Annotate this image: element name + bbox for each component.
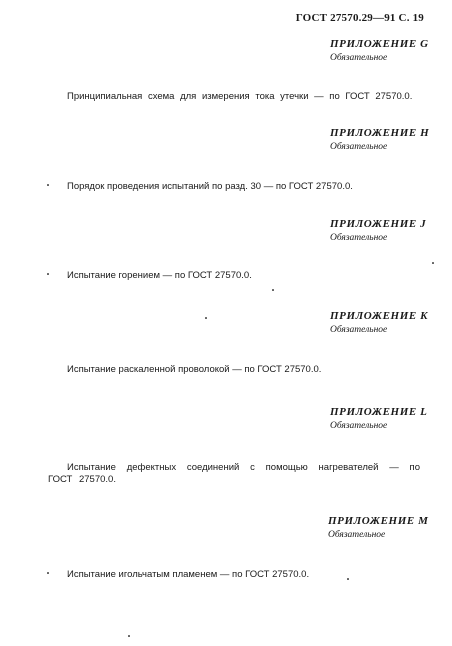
appendix-l-subtitle: Обязательное (330, 421, 388, 431)
appendix-k-title: ПРИЛОЖЕНИЕ K (330, 310, 429, 322)
scan-speck (432, 262, 434, 264)
appendix-g-title: ПРИЛОЖЕНИЕ G (330, 38, 429, 50)
appendix-g-text: Принципиальная схема для измерения тока утечки — по ГОСТ 27570.0. (67, 91, 413, 102)
page-header: ГОСТ 27570.29—91 С. 19 (295, 12, 424, 24)
appendix-k-text: Испытание раскаленной проволокой — по ГОСТ 27570.0. (67, 364, 322, 375)
appendix-h-subtitle: Обязательное (330, 142, 388, 152)
scan-speck (47, 273, 49, 275)
appendix-h-title: ПРИЛОЖЕНИЕ H (330, 127, 430, 139)
appendix-j-title: ПРИЛОЖЕНИЕ J (330, 218, 427, 230)
scan-speck (47, 572, 49, 574)
scan-speck (128, 635, 130, 637)
appendix-m-text: Испытание игольчатым пламенем — по ГОСТ 27570.0. (67, 569, 310, 580)
appendix-g-subtitle: Обязательное (330, 53, 388, 63)
scan-speck (272, 289, 274, 291)
appendix-m-title: ПРИЛОЖЕНИЕ M (328, 515, 429, 527)
appendix-m-subtitle: Обязательное (328, 530, 386, 540)
scan-speck (347, 578, 349, 580)
appendix-j-subtitle: Обязательное (330, 233, 388, 243)
scan-speck (205, 317, 207, 319)
appendix-l-text: Испытание дефектных соединений с помощью нагревателей — по ГОСТ 27570.0. (48, 462, 420, 485)
appendix-k-subtitle: Обязательное (330, 325, 388, 335)
appendix-j-text: Испытание горением — по ГОСТ 27570.0. (67, 270, 252, 281)
appendix-l-title: ПРИЛОЖЕНИЕ L (330, 406, 428, 418)
appendix-h-text: Порядок проведения испытаний по разд. 30 — по ГОСТ 27570.0. (67, 181, 353, 192)
scan-speck (47, 184, 49, 186)
